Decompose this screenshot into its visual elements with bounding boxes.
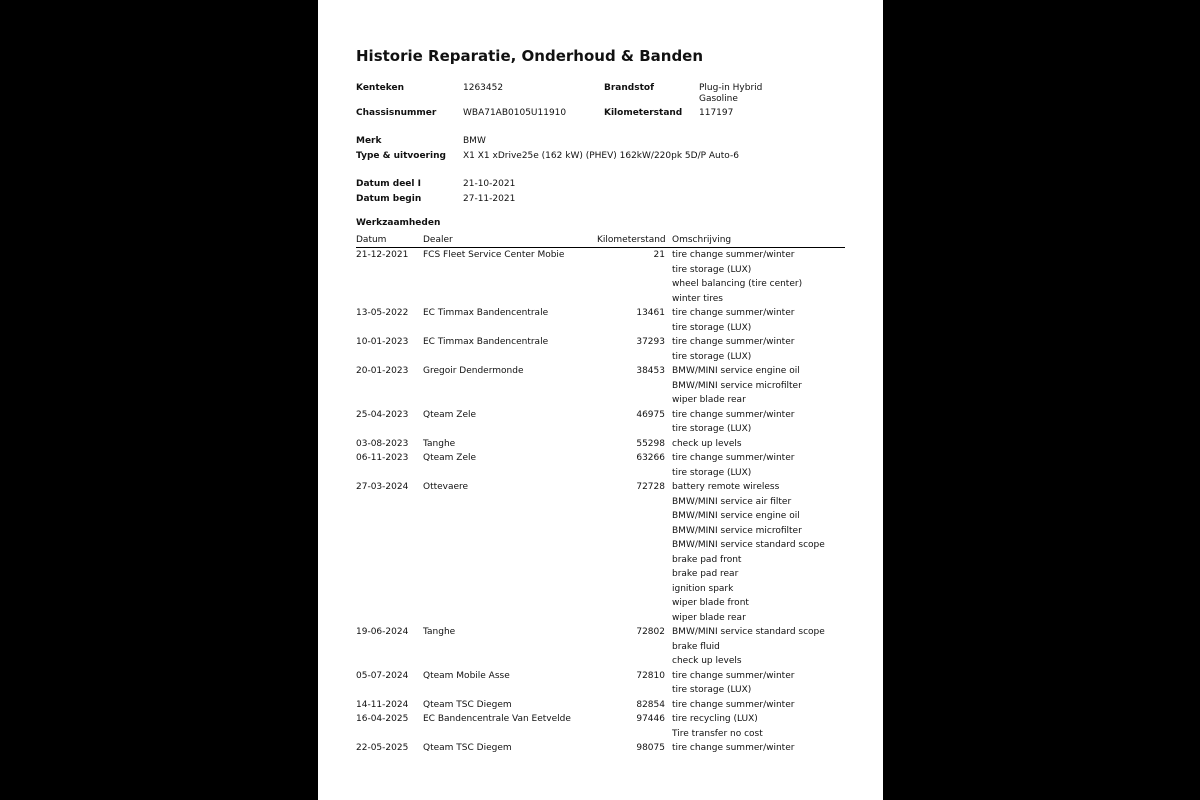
omschrijving-line: tire storage (LUX)	[672, 322, 752, 333]
row-dealer: Qteam Zele	[423, 409, 477, 420]
row-date: 25-04-2023	[356, 409, 409, 420]
omschrijving-line: tire change summer/winter	[672, 250, 795, 260]
omschrijving-line: tire storage (LUX)	[672, 424, 752, 434]
omschrijving-line: tire change summer/winter	[672, 337, 795, 347]
row-date: 10-01-2023	[356, 337, 409, 347]
table-row	[356, 743, 845, 758]
brandstof-label: Brandstof	[604, 83, 654, 93]
row-date: 22-05-2025	[356, 743, 409, 753]
table-row	[356, 439, 845, 454]
table-row	[356, 337, 845, 366]
row-omschrijving	[672, 366, 845, 410]
omschrijving-line: check up levels	[672, 438, 742, 449]
row-date: 13-05-2022	[356, 308, 409, 318]
row-kilometerstand: 63266	[636, 453, 665, 463]
omschrijving-line: tire change summer/winter	[672, 743, 795, 753]
omschrijving-line: BMW/MINI service microfilter	[672, 380, 802, 391]
chassis-value: WBA71AB0105U11910	[463, 108, 567, 118]
row-dealer: Tanghe	[423, 627, 456, 637]
row-dealer: Gregoir Dendermonde	[423, 366, 524, 376]
datum-begin-label: Datum begin	[356, 194, 422, 204]
table-row	[356, 250, 845, 308]
table-row	[356, 627, 845, 671]
merk-value: BMW	[463, 136, 486, 146]
row-kilometerstand: 98075	[636, 743, 665, 753]
row-kilometerstand: 55298	[636, 438, 665, 449]
table-row	[356, 671, 845, 700]
kilometerstand-label: Kilometerstand	[604, 108, 683, 118]
kilometerstand-value: 117197	[699, 108, 734, 118]
datum-deel-label: Datum deel I	[356, 179, 421, 189]
brandstof-value-line2: Gasoline	[699, 94, 738, 104]
omschrijving-line: BMW/MINI service engine oil	[672, 366, 800, 376]
omschrijving-line: tire storage (LUX)	[672, 685, 752, 695]
row-omschrijving	[672, 439, 845, 454]
row-omschrijving	[672, 308, 845, 337]
row-kilometerstand: 37293	[636, 337, 665, 347]
row-kilometerstand: 97446	[636, 714, 665, 724]
datum-begin-value: 27-11-2021	[463, 194, 516, 204]
row-kilometerstand: 72728	[636, 482, 665, 492]
document-page	[318, 0, 883, 800]
row-dealer: Qteam Zele	[423, 453, 477, 463]
type-label: Type & uitvoering	[356, 151, 446, 161]
omschrijving-line: BMW/MINI service engine oil	[672, 511, 800, 521]
row-kilometerstand: 38453	[636, 366, 665, 376]
brandstof-value-line1: Plug-in Hybrid	[699, 83, 763, 93]
omschrijving-line: tire change summer/winter	[672, 699, 795, 710]
row-omschrijving	[672, 482, 845, 627]
table-row	[356, 410, 845, 439]
row-dealer: Qteam TSC Diegem	[423, 699, 512, 710]
row-dealer: EC Timmax Bandencentrale	[423, 337, 549, 347]
type-value: X1 X1 xDrive25e (162 kW) (PHEV) 162kW/220pk 5D/P Auto-6	[463, 151, 739, 161]
row-omschrijving	[672, 337, 845, 366]
omschrijving-line: winter tires	[672, 293, 723, 304]
omschrijving-line: wheel balancing (tire center)	[672, 279, 803, 289]
omschrijving-line: tire change summer/winter	[672, 308, 795, 318]
row-dealer: EC Bandencentrale Van Eetvelde	[423, 714, 571, 724]
row-omschrijving	[672, 250, 845, 308]
row-omschrijving	[672, 627, 845, 671]
row-omschrijving	[672, 743, 845, 758]
omschrijving-line: check up levels	[672, 656, 742, 666]
page-title: Historie Reparatie, Onderhoud & Banden	[356, 47, 704, 65]
table-row	[356, 308, 845, 337]
omschrijving-line: BMW/MINI service standard scope	[672, 627, 825, 637]
row-date: 14-11-2024	[356, 699, 409, 710]
omschrijving-line: tire recycling (LUX)	[672, 714, 758, 724]
chassis-label: Chassisnummer	[356, 108, 437, 118]
row-date: 05-07-2024	[356, 670, 409, 681]
omschrijving-line: tire change summer/winter	[672, 453, 795, 463]
omschrijving-line: ignition spark	[672, 583, 734, 594]
row-kilometerstand: 72802	[636, 627, 665, 637]
omschrijving-line: BMW/MINI service standard scope	[672, 540, 825, 550]
row-omschrijving	[672, 671, 845, 700]
omschrijving-line: wiper blade rear	[672, 612, 746, 623]
row-date: 19-06-2024	[356, 627, 409, 637]
row-date: 06-11-2023	[356, 453, 409, 463]
row-dealer: Qteam TSC Diegem	[423, 743, 512, 753]
table-row	[356, 366, 845, 410]
row-date: 20-01-2023	[356, 366, 409, 376]
omschrijving-line: wiper blade front	[672, 598, 749, 608]
omschrijving-line: tire change summer/winter	[672, 409, 795, 420]
row-dealer: Ottevaere	[423, 482, 469, 492]
row-omschrijving	[672, 700, 845, 715]
row-kilometerstand: 46975	[636, 409, 665, 420]
datum-deel-value: 21-10-2021	[463, 179, 516, 189]
row-kilometerstand: 21	[653, 250, 665, 260]
omschrijving-line: brake pad front	[672, 554, 742, 565]
col-header-omschrijving: Omschrijving	[672, 235, 732, 245]
col-header-dealer: Dealer	[423, 235, 453, 245]
kenteken-value: 1263452	[463, 83, 504, 93]
row-dealer: Tanghe	[423, 438, 456, 449]
row-date: 27-03-2024	[356, 482, 409, 492]
omschrijving-line: battery remote wireless	[672, 482, 780, 492]
omschrijving-line: BMW/MINI service air filter	[672, 496, 792, 507]
row-omschrijving	[672, 714, 845, 743]
col-header-kilometerstand: Kilometerstand	[597, 235, 666, 245]
row-kilometerstand: 72810	[636, 670, 665, 681]
merk-label: Merk	[356, 136, 382, 146]
werkzaamheden-title: Werkzaamheden	[356, 218, 441, 228]
omschrijving-line: tire storage (LUX)	[672, 264, 752, 275]
kenteken-label: Kenteken	[356, 83, 404, 93]
row-date: 21-12-2021	[356, 250, 409, 260]
row-omschrijving	[672, 410, 845, 439]
table-row	[356, 714, 845, 743]
omschrijving-line: brake pad rear	[672, 569, 739, 579]
omschrijving-line: Tire transfer no cost	[672, 728, 763, 739]
omschrijving-line: brake fluid	[672, 641, 720, 652]
row-kilometerstand: 13461	[636, 308, 665, 318]
omschrijving-line: tire change summer/winter	[672, 670, 795, 681]
table-row	[356, 453, 845, 482]
header-divider	[356, 247, 845, 248]
row-dealer: Qteam Mobile Asse	[423, 670, 510, 681]
table-row	[356, 482, 845, 627]
row-dealer: FCS Fleet Service Center Mobie	[423, 250, 565, 260]
omschrijving-line: wiper blade rear	[672, 395, 746, 405]
row-date: 16-04-2025	[356, 714, 409, 724]
omschrijving-line: tire storage (LUX)	[672, 351, 752, 362]
row-dealer: EC Timmax Bandencentrale	[423, 308, 549, 318]
row-omschrijving	[672, 453, 845, 482]
omschrijving-line: BMW/MINI service microfilter	[672, 525, 802, 536]
work-table-body	[356, 250, 845, 758]
row-kilometerstand: 82854	[636, 699, 665, 710]
col-header-datum: Datum	[356, 235, 387, 245]
table-row	[356, 700, 845, 715]
row-date: 03-08-2023	[356, 438, 409, 449]
omschrijving-line: tire storage (LUX)	[672, 467, 752, 478]
